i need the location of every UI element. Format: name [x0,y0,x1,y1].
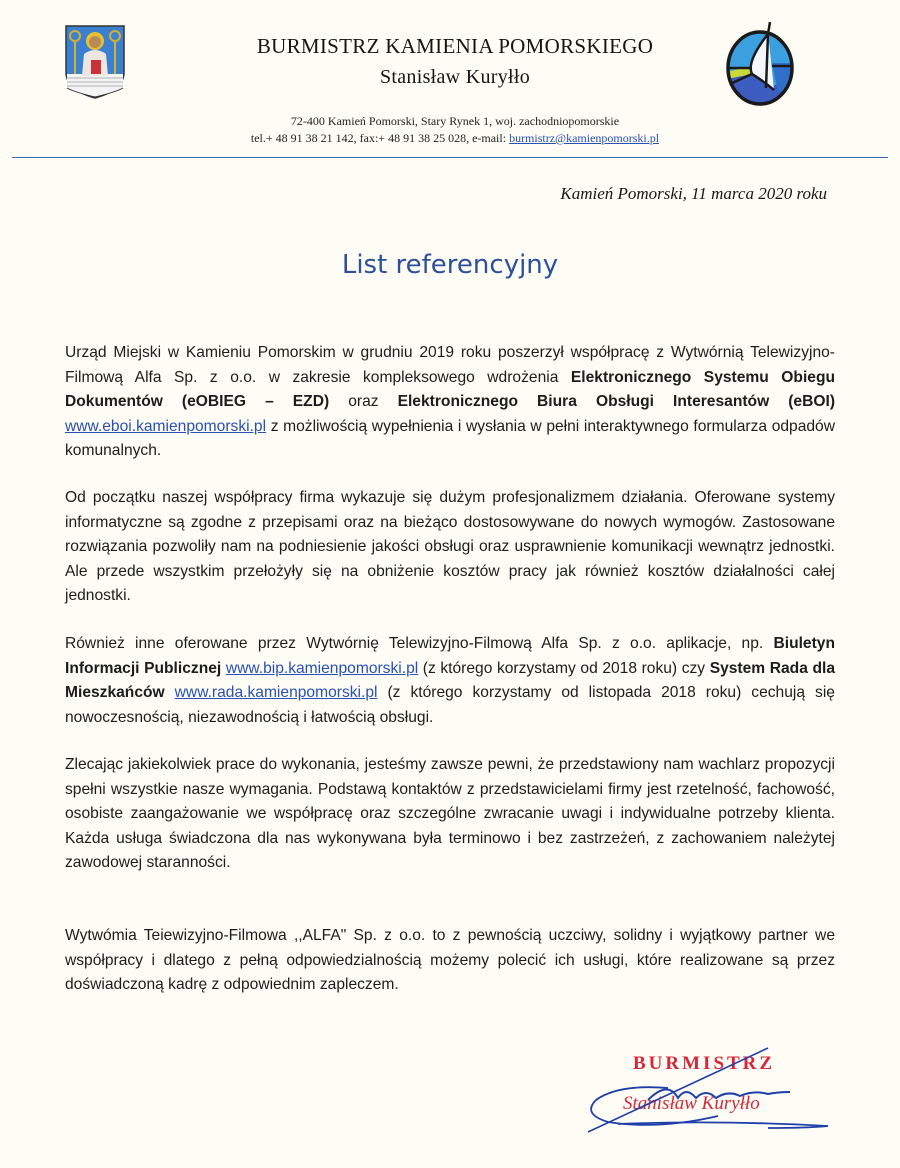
stamp-name: Stanisław Kuryłło [623,1093,760,1114]
paragraph-bold: Elektronicznego Systemu Obiegu Dokumentów (eOBIEG – EZD) [65,368,835,410]
paragraph-text: Urząd Miejski w Kamieniu Pomorskim w grudniu 2019 roku poszerzył współpracę z Wytwórnią Telewizyjno-Filmową Alfa Sp. z o.o. w zakresie kompleksowego wdrożenia [65,344,835,386]
paragraph-bold: System Rada dla Mieszkańców [65,659,835,701]
stamp-title: BURMISTRZ [633,1053,776,1074]
letterhead-address: 72-400 Kamień Pomorski, Stary Rynek 1, woj. zachodniopomorskie [290,114,620,128]
paragraph-text: z możliwością wypełnienia i wysłania w pełni interaktywnego formularza odpadów komunalnych. [65,417,835,459]
eboi-link[interactable]: www.eboi.kamienpomorski.pl [65,417,267,435]
rada-link[interactable]: www.rada.kamienpomorski.pl [174,684,378,701]
paragraph-text [165,684,175,701]
page-title: List referencyjny [341,250,559,280]
official-stamp [578,1040,858,1140]
paragraph-4: Zlecając jakiekolwiek prace do wykonania, jesteśmy zawsze pewni, że przedstawiony nam wachlarz propozycji spełni wszystkie nasze wymagania. Podstawą kontaktów z przedstawicielami firmy jest rzetelność, fachowość, osobiste zaangażowanie we współpracę oraz szczególne zwracanie uwagi i indywidualne potrzeby klienta. Każda usługa świadczona dla nas wykonywana była terminowo i bez zastrzeżeń, z zachowaniem należytej zawodowej staranności. [65,756,835,871]
paragraph-2: Od początku naszej współpracy firma wykazuje się dużym profesjonalizmem działania. Oferowane systemy informatyczne są zgodne z przepisami oraz na bieżąco dostosowywane do nowych wymogów. Zastosowane rozwiązania pozwoliły nam na podniesienie jakości obsługi oraz usprawnienie komunikacji wewnątrz jednostki. Ale przede wszystkim przełożyły się na obniżenie kosztów pracy jak również kosztów działalności całej jednostki. [65,489,835,604]
paragraph-bold: Biuletyn Informacji Publicznej [65,635,835,677]
handwritten-signature-icon [578,1040,858,1140]
contact-phone-fax: tel.+ 48 91 38 21 142, fax:+ 48 91 38 25 028, e-mail: [250,131,510,145]
paragraph-text: Również inne oferowane przez Wytwórnię Telewizyjno-Filmową Alfa Sp. z o.o. aplikacje, np. [65,635,774,652]
sailboat-logo-icon [722,18,802,108]
email-link[interactable]: burmistrz@kamienpomorski.pl [509,131,660,145]
paragraph-bold: Elektronicznego Biura Obsługi Interesantów (eBOI) [397,393,836,410]
paragraph-3 [65,632,835,730]
letterhead-contact [0,131,900,146]
bip-link[interactable]: www.bip.kamienpomorski.pl [225,659,419,677]
header-divider [12,157,888,158]
letterhead-title: BURMISTRZ KAMIENIA POMORSKIEGO [256,34,654,58]
letterhead-name: Stanisław Kuryłło [379,66,531,88]
paragraph-text: oraz [329,393,398,410]
letter-date: Kamień Pomorski, 11 marca 2020 roku [560,184,827,203]
paragraph-text: (z którego korzystamy od 2018 roku) czy [418,659,710,677]
paragraph-1 [65,341,835,464]
paragraph-text: (z którego korzystamy od listopada 2018 roku) cechują się nowoczesnością, niezawodnością i łatwością obsługi. [65,684,835,726]
paragraph-5: Wytwómia Teiewizyjno-Filmowa ,,ALFA" Sp. z o.o. to z pewnością uczciwy, solidny i wyjątkowy partner we współpracy i dlatego z pełną odpowiedzialnością możemy polecić ich usługi, które realizowane są przez doświadczoną kadrę z odpowiednim zapleczem. [65,927,835,993]
